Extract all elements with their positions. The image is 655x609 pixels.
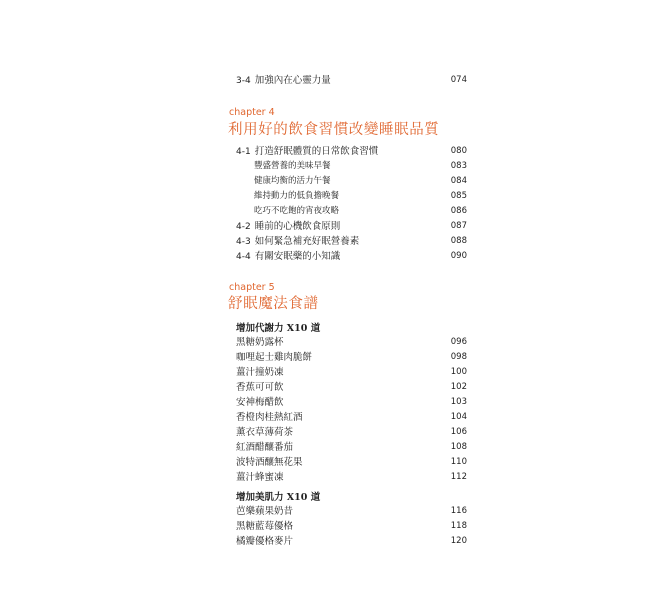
section-title: 打造舒眠體質的日常飲食習慣 — [254, 146, 379, 157]
recipe-entry — [0, 470, 655, 485]
recipe-entry — [0, 395, 655, 410]
section-title: 加強內在心靈力量 — [254, 75, 331, 86]
page-number: 120 — [450, 536, 467, 546]
page-number: 090 — [450, 251, 467, 261]
page-number: 087 — [450, 221, 467, 231]
page-number: 086 — [450, 206, 467, 216]
page-number: 103 — [450, 397, 467, 407]
recipe-title: 安神梅醋飲 — [236, 397, 284, 408]
recipe-entry — [0, 335, 655, 350]
page-number: 108 — [450, 442, 467, 452]
recipe-entry — [0, 380, 655, 395]
page-number: 100 — [450, 367, 467, 377]
section-number: 3-4 — [236, 76, 251, 86]
page-number: 074 — [450, 75, 467, 85]
recipe-entry — [0, 350, 655, 365]
recipe-title: 香蕉可可飲 — [236, 382, 284, 393]
section-title: 如何緊急補充好眠營養素 — [254, 236, 360, 247]
recipe-entry — [0, 455, 655, 470]
section-title: 有關安眠藥的小知識 — [254, 251, 341, 262]
recipe-entry — [0, 534, 655, 549]
page-number: 116 — [450, 506, 467, 516]
toc-subentry — [0, 159, 655, 174]
page-number: 088 — [450, 236, 467, 246]
section-number: 4-4 — [236, 252, 251, 262]
subsection-title: 維持動力的低負擔晚餐 — [254, 191, 340, 201]
chapter-5-label: chapter 5 — [229, 282, 275, 293]
toc-entry-4-2 — [0, 219, 655, 234]
recipe-title: 紅酒醋釀番茄 — [236, 442, 294, 453]
subsection-title: 健康均衡的活力午餐 — [254, 176, 331, 186]
toc-entry-4-3 — [0, 234, 655, 249]
recipe-title: 薑汁撞奶凍 — [236, 367, 284, 378]
toc-subentry — [0, 174, 655, 189]
recipe-title: 芭樂蘋果奶昔 — [236, 506, 294, 517]
recipe-title: 黑糖奶露杯 — [236, 337, 284, 348]
recipe-entry — [0, 440, 655, 455]
recipe-entry — [0, 519, 655, 534]
recipe-title: 咖哩起士雞肉脆餅 — [236, 352, 313, 363]
recipe-entry — [0, 365, 655, 380]
toc-entry-3-4 — [0, 73, 655, 88]
subsection-title: 豐盛營養的美味早餐 — [254, 161, 331, 171]
recipe-title: 黑糖藍莓優格 — [236, 521, 294, 532]
page-number: 112 — [450, 472, 467, 482]
section-number: 4-1 — [236, 147, 251, 157]
page-number: 085 — [450, 191, 467, 201]
toc-entry-4-1 — [0, 144, 655, 159]
recipe-entry — [0, 425, 655, 440]
page-number: 110 — [450, 457, 467, 467]
page-number: 096 — [450, 337, 467, 347]
toc-entry-4-4 — [0, 249, 655, 264]
section-title: 睡前的心機飲食原則 — [254, 221, 341, 232]
page-number: 104 — [450, 412, 467, 422]
recipe-title: 橘瓣優格麥片 — [236, 536, 294, 547]
page-number: 080 — [450, 146, 467, 156]
page-number: 098 — [450, 352, 467, 362]
recipe-title: 波特酒釀無花果 — [236, 457, 303, 468]
page-number: 083 — [450, 161, 467, 171]
toc-subentry — [0, 204, 655, 219]
recipe-entry — [0, 410, 655, 425]
toc-entry-label — [236, 73, 331, 89]
chapter-4-title: 利用好的飲食習慣改變睡眠品質 — [228, 122, 440, 138]
recipe-title: 薑汁蜂蜜凍 — [236, 472, 284, 483]
section-number: 4-2 — [236, 222, 251, 232]
chapter-5-title: 舒眠魔法食譜 — [228, 296, 319, 312]
recipe-title: 薰衣草薄荷茶 — [236, 427, 294, 438]
page-number: 102 — [450, 382, 467, 392]
section-number: 4-3 — [236, 237, 251, 247]
page-number: 118 — [450, 521, 467, 531]
recipe-title: 香橙肉桂熱紅酒 — [236, 412, 303, 423]
chapter-4-label: chapter 4 — [229, 107, 275, 118]
toc-subentry — [0, 189, 655, 204]
recipe-group-heading: 增加美肌力 X10 道 — [236, 492, 321, 503]
recipe-entry — [0, 504, 655, 519]
recipe-group-heading: 增加代謝力 X10 道 — [236, 323, 321, 334]
subsection-title: 吃巧不吃飽的宵夜攻略 — [254, 206, 340, 216]
page-number: 106 — [450, 427, 467, 437]
page-number: 084 — [450, 176, 467, 186]
